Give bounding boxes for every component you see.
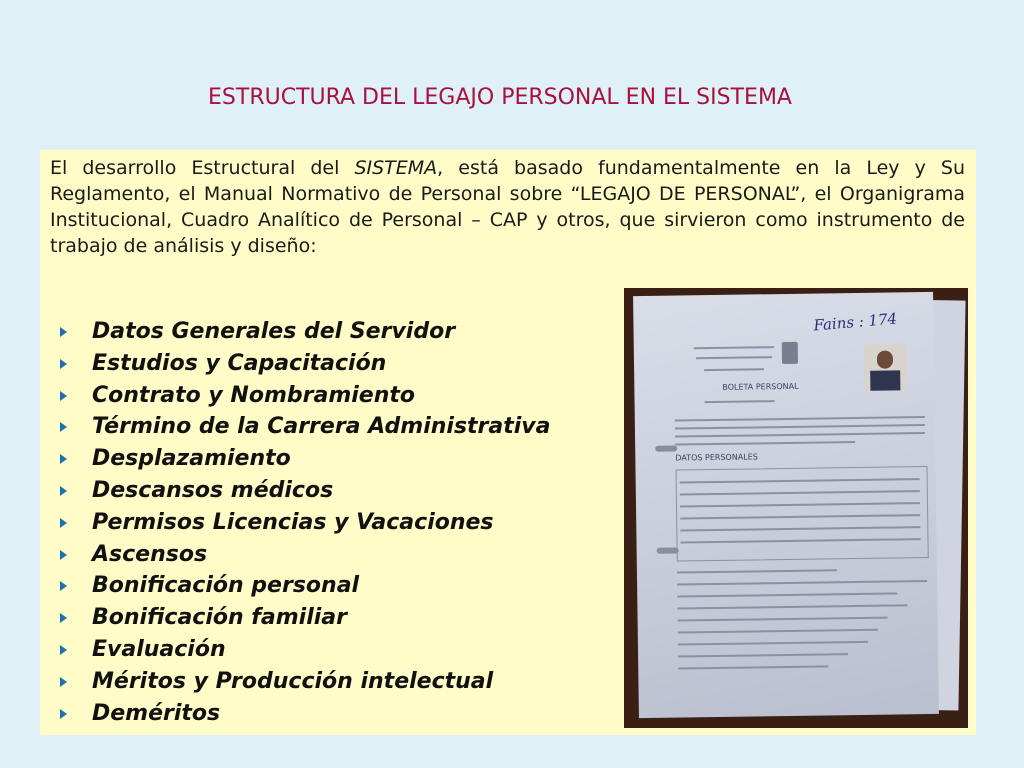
list-item-label: Contrato y Nombramiento xyxy=(92,382,415,408)
list-item-label: Datos Generales del Servidor xyxy=(92,319,456,344)
list-item xyxy=(58,316,618,348)
doc-line xyxy=(678,617,888,622)
list-item-label: Desplazamiento xyxy=(92,446,291,472)
photo-document-page xyxy=(633,292,939,718)
binder-ring-icon xyxy=(657,548,679,554)
list-item-label: Ascensos xyxy=(92,541,208,567)
list-item-label: Méritos y Producción intelectual xyxy=(92,668,494,694)
doc-line xyxy=(677,580,927,585)
doc-line xyxy=(677,592,897,597)
list-item xyxy=(58,634,618,666)
photo-folio-text: Fains : 174 xyxy=(812,309,898,335)
bullet-arrow-icon xyxy=(60,486,67,496)
binder-ring-icon xyxy=(655,446,677,452)
list-item-label: Bonificación personal xyxy=(92,573,360,599)
list-item-label: Deméritos xyxy=(92,700,221,726)
list-item xyxy=(58,602,618,634)
list-item-label: Descansos médicos xyxy=(92,477,334,503)
list-item xyxy=(58,666,618,698)
bullet-arrow-icon xyxy=(60,422,67,432)
legajo-items-list xyxy=(58,316,618,729)
bullet-arrow-icon xyxy=(60,550,67,560)
portrait-suit xyxy=(870,370,900,390)
list-item xyxy=(58,348,618,380)
bullet-arrow-icon xyxy=(60,613,67,623)
bullet-arrow-icon xyxy=(60,518,67,528)
doc-line xyxy=(678,641,868,646)
doc-line xyxy=(704,368,764,371)
list-item xyxy=(58,443,618,475)
bullet-arrow-icon xyxy=(60,677,67,687)
photo-doc-heading: BOLETA PERSONAL xyxy=(722,381,799,392)
doc-line xyxy=(694,346,774,349)
doc-line xyxy=(677,604,907,609)
list-item-label: Permisos Licencias y Vacaciones xyxy=(92,509,494,535)
bullet-arrow-icon xyxy=(60,359,67,369)
intro-legajo: LEGAJO DE PERSONAL xyxy=(579,183,791,205)
list-item xyxy=(58,539,618,571)
list-item-label: Estudios y Capacitación xyxy=(92,350,387,376)
doc-line xyxy=(678,653,848,657)
doc-line xyxy=(675,432,925,437)
photo-portrait xyxy=(864,344,907,391)
document-photo xyxy=(624,288,968,728)
list-item xyxy=(58,507,618,539)
doc-line xyxy=(678,629,878,634)
intro-sistema: SISTEMA xyxy=(354,157,438,179)
intro-text-2: , está basado fundamentalmente en la Ley y Su Reglamento, el Manual Normativo de Personal sobre “ xyxy=(50,157,965,205)
crest-icon xyxy=(782,342,798,364)
list-item xyxy=(58,570,618,602)
intro-paragraph xyxy=(50,155,965,259)
list-item-label: Evaluación xyxy=(92,636,226,662)
doc-line xyxy=(675,416,925,421)
doc-line xyxy=(678,665,828,669)
list-item xyxy=(58,475,618,507)
photo-doc-section: DATOS PERSONALES xyxy=(675,452,758,463)
intro-text-1: El desarrollo Estructural del xyxy=(50,157,355,179)
list-item xyxy=(58,698,618,730)
doc-line xyxy=(675,424,925,429)
bullet-arrow-icon xyxy=(60,327,67,337)
doc-line xyxy=(696,356,772,359)
list-item-label: Bonificación familiar xyxy=(92,605,347,631)
bullet-arrow-icon xyxy=(60,391,67,401)
list-item xyxy=(58,411,618,443)
bullet-arrow-icon xyxy=(60,454,67,464)
list-item-label: Término de la Carrera Administrativa xyxy=(92,414,551,440)
doc-line xyxy=(677,569,837,573)
doc-line xyxy=(705,400,775,403)
list-item xyxy=(58,380,618,412)
doc-line xyxy=(675,441,855,446)
bullet-arrow-icon xyxy=(60,709,67,719)
bullet-arrow-icon xyxy=(60,645,67,655)
portrait-face xyxy=(877,350,893,368)
slide-title: ESTRUCTURA DEL LEGAJO PERSONAL EN EL SISTEMA xyxy=(208,85,792,110)
bullet-arrow-icon xyxy=(60,581,67,591)
intro-text-3: ”, el Organigrama Institucional, Cuadro Analítico de Personal – CAP y otros, que sirvieron como instrumento de trabajo de análisis y diseño: xyxy=(50,183,965,257)
